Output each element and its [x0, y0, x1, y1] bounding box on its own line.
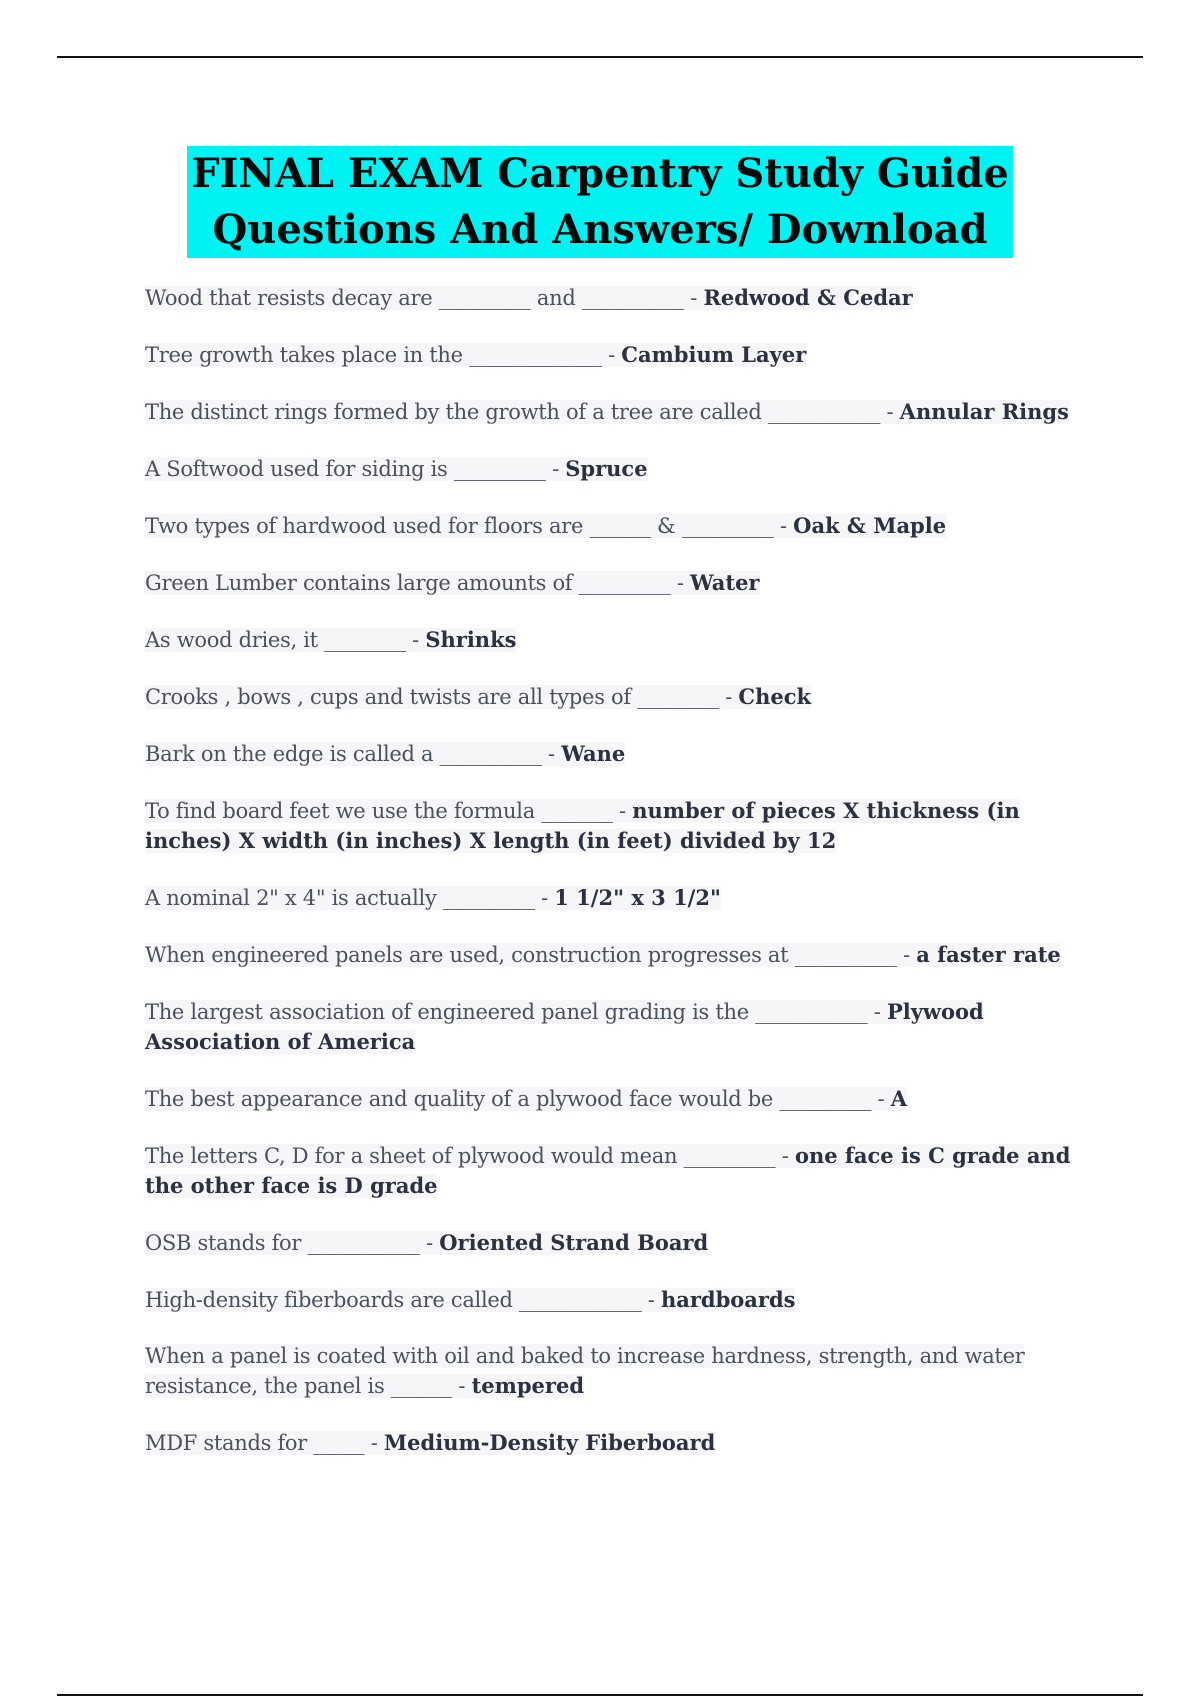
question-text: Bark on the edge is called a __________ - — [145, 742, 562, 766]
answer-text: Redwood & Cedar — [703, 285, 913, 310]
answer-text: Check — [738, 684, 812, 709]
qa-item — [145, 625, 1090, 655]
answer-text: Cambium Layer — [621, 342, 807, 367]
question-text: The distinct rings formed by the growth of a tree are called ___________ - — [145, 400, 900, 424]
question-text: The largest association of engineered panel grading is the ___________ - — [145, 1000, 887, 1024]
qa-item — [145, 997, 1090, 1057]
qa-item — [145, 511, 1090, 541]
qa-item — [145, 940, 1090, 970]
answer-text: number of pieces X thickness (in inches) X width (in inches) X length (in feet) divided by 12 — [145, 798, 1020, 853]
question-text: Two types of hardwood used for floors are ______ & _________ - — [145, 514, 794, 538]
question-text: Green Lumber contains large amounts of _________ - — [145, 571, 690, 595]
title-line-1: FINAL EXAM Carpentry Study Guide — [191, 150, 1009, 197]
qa-item — [145, 682, 1090, 712]
qa-item — [145, 283, 1090, 313]
question-text: As wood dries, it ________ - — [145, 628, 426, 652]
answer-text: Water — [690, 570, 760, 595]
answer-text: A — [890, 1086, 908, 1111]
answer-text: a faster rate — [916, 942, 1061, 967]
qa-item — [145, 454, 1090, 484]
qa-item — [145, 796, 1090, 856]
question-text: The letters C, D for a sheet of plywood would mean _________ - — [145, 1144, 795, 1168]
header-rule — [57, 56, 1143, 58]
qa-item — [145, 397, 1090, 427]
qa-item — [145, 739, 1090, 769]
question-text: MDF stands for _____ - — [145, 1431, 384, 1455]
qa-item — [145, 340, 1090, 370]
answer-text: Oak & Maple — [793, 513, 947, 538]
question-text: Wood that resists decay are _________ and __________ - — [145, 286, 704, 310]
answer-text: Annular Rings — [899, 399, 1069, 424]
answer-text: tempered — [471, 1373, 584, 1398]
title-block — [0, 146, 1200, 258]
answer-text: Oriented Strand Board — [439, 1230, 709, 1255]
qa-item — [145, 1141, 1090, 1201]
answer-text: hardboards — [660, 1287, 796, 1312]
answer-text: Spruce — [565, 456, 648, 481]
qa-item — [145, 1428, 1090, 1458]
question-text: When engineered panels are used, construction progresses at __________ - — [145, 943, 917, 967]
question-text: A Softwood used for siding is _________ - — [145, 457, 566, 481]
answer-text: Plywood Association of America — [145, 999, 984, 1054]
question-text: OSB stands for ___________ - — [145, 1231, 440, 1255]
qa-item — [145, 883, 1090, 913]
answer-text: Medium-Density Fiberboard — [383, 1430, 716, 1455]
qa-item — [145, 1084, 1090, 1114]
answer-text: Wane — [561, 741, 626, 766]
question-text: To find board feet we use the formula _______ - — [145, 799, 633, 823]
footer-rule — [57, 1694, 1143, 1696]
title-line-2: Questions And Answers/ Download — [212, 206, 988, 253]
question-text: The best appearance and quality of a plywood face would be _________ - — [145, 1087, 891, 1111]
question-text: High-density fiberboards are called ____________ - — [145, 1288, 661, 1312]
answer-text: Shrinks — [425, 627, 517, 652]
question-text: Crooks , bows , cups and twists are all types of ________ - — [145, 685, 739, 709]
qa-item — [145, 1342, 1090, 1401]
qa-item — [145, 1285, 1090, 1315]
qa-list — [145, 283, 1090, 1458]
qa-item — [145, 568, 1090, 598]
document-title — [187, 146, 1013, 258]
answer-text: 1 1/2" x 3 1/2" — [554, 885, 721, 910]
answer-text: one face is C grade and the other face is D grade — [145, 1143, 1071, 1198]
question-text: When a panel is coated with oil and baked to increase hardness, strength, and water resistance, the panel is ______ - — [145, 1344, 1025, 1398]
question-text: Tree growth takes place in the _____________ - — [145, 343, 622, 367]
question-text: A nominal 2" x 4" is actually _________ - — [145, 886, 555, 910]
qa-item — [145, 1228, 1090, 1258]
